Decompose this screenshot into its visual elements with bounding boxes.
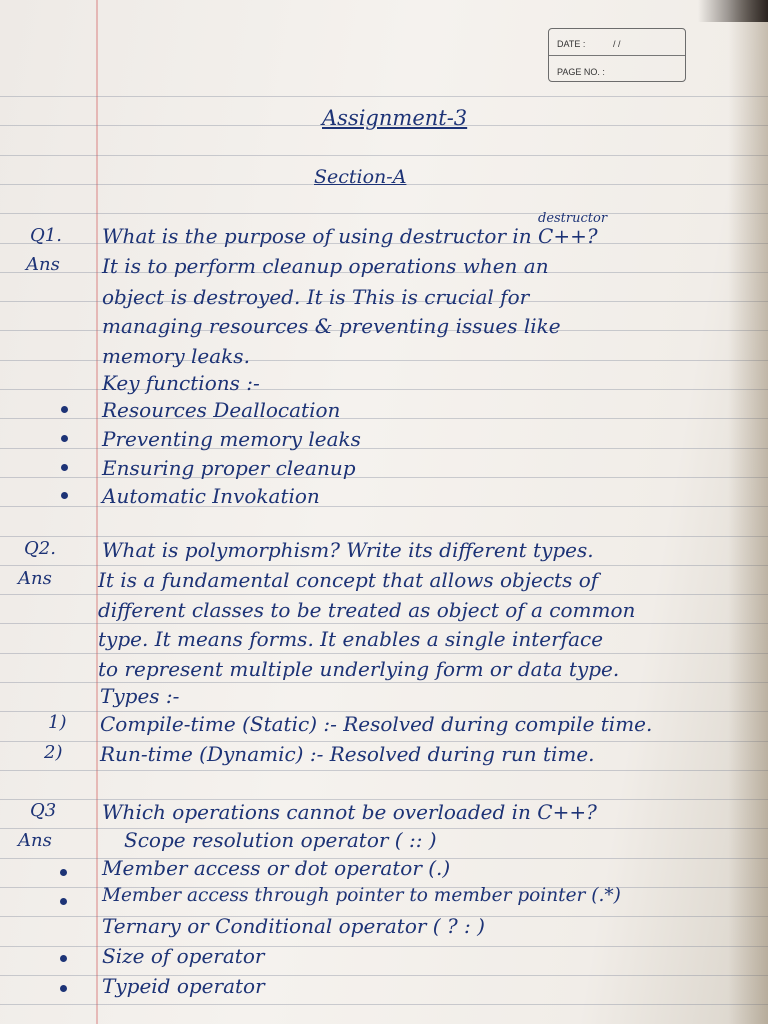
q3-answer-line-6: Typeid operator (102, 974, 265, 998)
q2-question: What is polymorphism? Write its different types. (102, 538, 594, 562)
bullet-dot (60, 955, 67, 962)
q2-type-1: Compile-time (Static) :- Resolved during compile time. (100, 712, 653, 736)
date-box-divider (549, 55, 685, 56)
bullet-dot (61, 492, 68, 499)
q2-type-2-num: 2) (44, 742, 63, 763)
q2-answer-line-2: different classes to be treated as object of a common (98, 598, 636, 622)
ruled-line (0, 653, 768, 654)
bullet-dot (61, 464, 68, 471)
q2-answer-line-3: type. It means forms. It enables a single interface (98, 627, 604, 651)
q1-answer-line-1: It is to perform cleanup operations when an (102, 254, 549, 278)
q1-bullet-3: Ensuring proper cleanup (102, 456, 356, 480)
q2-answer-line-4: to represent multiple underlying form or data type. (98, 657, 620, 681)
date-label: DATE : (557, 39, 586, 49)
q3-answer-line-4: Ternary or Conditional operator ( ? : ) (102, 914, 485, 938)
ruled-line (0, 96, 768, 97)
q1-bullet-4: Automatic Invokation (102, 484, 320, 508)
q3-question: Which operations cannot be overloaded in C++? (102, 800, 597, 824)
ruled-line (0, 565, 768, 566)
q1-label: Q1. (30, 225, 62, 246)
q1-bullet-1: Resources Deallocation (102, 398, 341, 422)
bullet-dot (61, 406, 68, 413)
bullet-dot (60, 869, 67, 876)
bullet-dot (60, 985, 67, 992)
margin-line (96, 0, 98, 1024)
q1-answer-line-4: memory leaks. (102, 344, 250, 368)
ruled-line (0, 770, 768, 771)
bullet-dot (61, 435, 68, 442)
q1-insertion: destructor (538, 211, 608, 226)
page-shadow (728, 0, 768, 1024)
q3-answer-line-5: Size of operator (102, 944, 265, 968)
page-no-label: PAGE NO. : (557, 67, 605, 77)
q1-key-heading: Key functions :- (102, 371, 260, 395)
ruled-line (0, 682, 768, 683)
q2-ans-label: Ans (18, 568, 52, 589)
q3-ans-label: Ans (18, 830, 52, 851)
q1-bullet-2: Preventing memory leaks (102, 427, 361, 451)
date-value: / / (613, 39, 621, 49)
ruled-line (0, 213, 768, 214)
q2-types-heading: Types :- (100, 684, 180, 708)
q2-type-1-num: 1) (48, 712, 67, 733)
section-heading: Section-A (314, 166, 407, 188)
q1-answer-line-2: object is destroyed. It is This is crucial for (102, 285, 530, 309)
ruled-line (0, 155, 768, 156)
q1-answer-line-3: managing resources & preventing issues like (102, 314, 561, 338)
page-corner-shadow (698, 0, 768, 22)
q2-label: Q2. (24, 538, 56, 559)
q3-answer-line-2: Member access or dot operator (.) (102, 856, 451, 880)
q1-question: What is the purpose of using destructor in C++? (102, 224, 598, 248)
q2-answer-line-1: It is a fundamental concept that allows objects of (98, 568, 599, 592)
ruled-line (0, 623, 768, 624)
date-page-box (548, 28, 686, 82)
ruled-line (0, 594, 768, 595)
ruled-line (0, 1004, 768, 1005)
q3-answer-line-3: Member access through pointer to member pointer (.*) (102, 885, 621, 906)
ruled-line (0, 536, 768, 537)
q3-label: Q3 (30, 800, 57, 821)
bullet-dot (60, 898, 67, 905)
q1-ans-label: Ans (26, 254, 60, 275)
q3-answer-line-1: Scope resolution operator ( :: ) (124, 828, 437, 852)
q2-type-2: Run-time (Dynamic) :- Resolved during run time. (100, 742, 595, 766)
assignment-title: Assignment-3 (322, 106, 468, 130)
